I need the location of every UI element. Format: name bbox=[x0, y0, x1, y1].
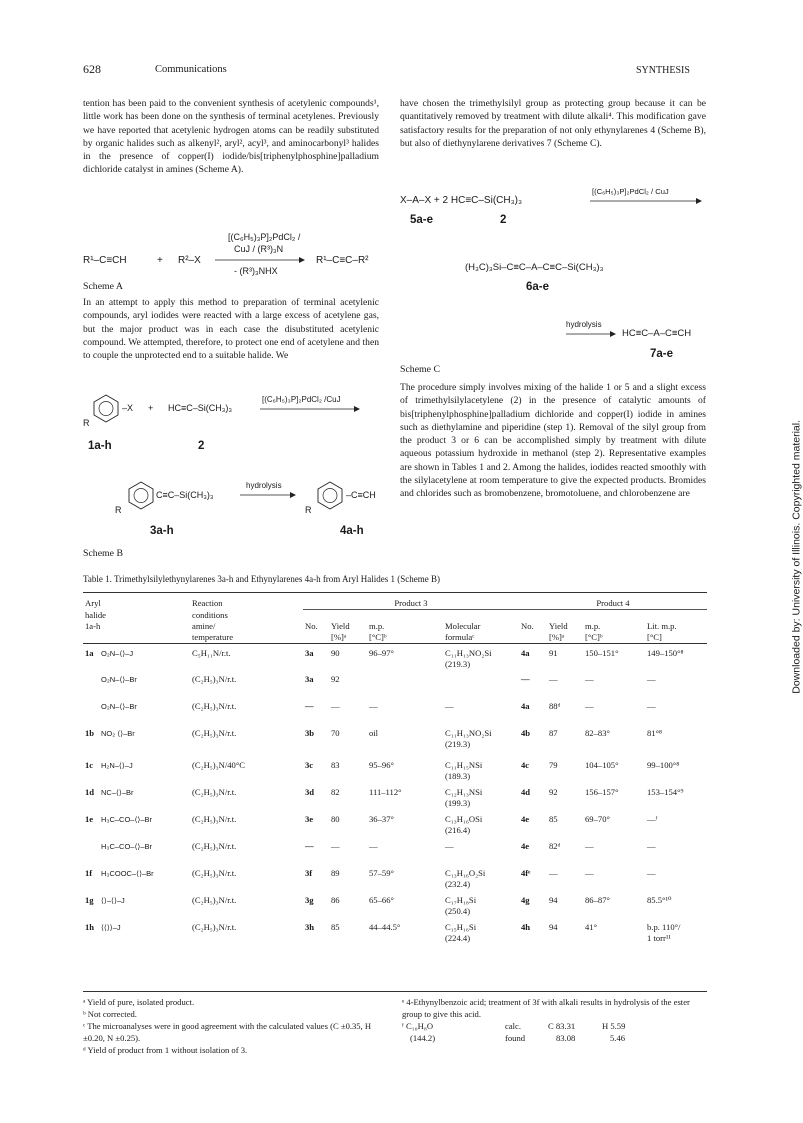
molecular-weight: (189.3) bbox=[445, 771, 471, 781]
footnote-f-c-found: 83.08 bbox=[556, 1033, 576, 1043]
product4-yield-cell: 92 bbox=[549, 787, 558, 797]
halide-structure: NO₂ ⟨⟩–Br bbox=[101, 729, 135, 738]
conditions-cell: C₅H₁₁N/r.t. bbox=[192, 647, 231, 658]
halide-structure: ⟨⟨⟩⟩–J bbox=[101, 923, 121, 932]
lit-mp-cell bbox=[645, 756, 707, 783]
scheme-a-reactant1: R¹–C≡CH bbox=[83, 255, 127, 266]
footnote-d: ᵈ Yield of product from 1 without isolation of 3. bbox=[83, 1045, 248, 1055]
product3-yield-cell: 82 bbox=[331, 787, 340, 797]
conditions-cell: (C₂H₅)₃N/r.t. bbox=[192, 922, 237, 932]
product3-mp-cell: 36–37° bbox=[369, 814, 394, 824]
product3-no-cell: 3d bbox=[305, 787, 315, 797]
aryl-halide-cell bbox=[83, 670, 190, 697]
formula: C₁₅H₁₆Si bbox=[445, 922, 477, 932]
scheme-b-hydrolysis: hydrolysis bbox=[246, 481, 282, 490]
table-row bbox=[83, 864, 707, 891]
scheme-b-r2: R bbox=[115, 505, 122, 515]
product3-yield-cell: 89 bbox=[331, 868, 340, 878]
product4-mp-cell: — bbox=[585, 701, 594, 711]
scheme-b-label-2: 2 bbox=[198, 440, 205, 452]
lit-mp: 85.5°¹⁰ bbox=[647, 895, 672, 905]
scheme-b-r1: R bbox=[83, 418, 90, 428]
product4-mp-cell: 82–83° bbox=[585, 728, 610, 738]
halide-structure: ⟨⟩–⟨⟩–J bbox=[101, 896, 125, 905]
product4-mp-cell: 156–157° bbox=[585, 787, 619, 797]
scheme-b-reagent: HC≡C–Si(CH₃)₃ bbox=[168, 403, 233, 413]
molecular-formula-cell bbox=[443, 918, 519, 945]
product3-yield-cell: 90 bbox=[331, 647, 340, 658]
table-row bbox=[83, 643, 707, 670]
halide-id: 1g bbox=[85, 895, 94, 905]
aryl-halide-cell bbox=[83, 864, 190, 891]
product3-mp-cell: 65–66° bbox=[369, 895, 394, 905]
right-column-para2 bbox=[400, 381, 706, 501]
lit-mp-cell bbox=[645, 810, 707, 837]
scheme-c-product: HC≡C–A–C≡CH bbox=[622, 328, 692, 339]
formula: — bbox=[445, 841, 454, 851]
halide-id: 1a bbox=[85, 647, 94, 658]
product4-no-cell: 4a bbox=[521, 701, 530, 711]
lit-mp: — bbox=[647, 841, 656, 851]
product4-mp-cell: 104–105° bbox=[585, 760, 619, 770]
halide-structure: H₂N–⟨⟩–J bbox=[101, 761, 133, 770]
product3-yield-cell: 80 bbox=[331, 814, 340, 824]
th-1ah: 1a-h bbox=[85, 620, 101, 631]
th-mp3: m.p. bbox=[369, 620, 385, 631]
product4-no-cell: 4h bbox=[521, 922, 531, 932]
scheme-b-arrow1 bbox=[260, 404, 360, 414]
left-paragraph-1: tention has been paid to the convenient synthesis of acetylenic compounds¹, little work has been done on the synthesis of terminal acetylenes. Previously we have reported that acetylenic hydrogen atoms can be readily substituted by organic halides such as alkenyl², aryl², acyl³, and aminocarbonyl³ halides in the presence of copper(I) iodide/bis[triphenylphosphine]palladium dichloride catalyst in amines (Scheme A). bbox=[83, 98, 379, 176]
lit-mp: — bbox=[647, 701, 656, 711]
product3-mp-cell: 96–97° bbox=[369, 647, 394, 658]
journal-name: SYNTHESIS bbox=[636, 65, 690, 76]
scheme-c-arrow1 bbox=[590, 196, 702, 206]
scheme-c-intermediate: (H₃C)₃Si–C≡C–A–C≡C–Si(CH₃)₃ bbox=[465, 262, 604, 273]
product4-mp-cell: — bbox=[585, 868, 594, 878]
product3-mp-cell: oil bbox=[369, 728, 379, 738]
aryl-halide-cell bbox=[83, 643, 190, 670]
table-row bbox=[83, 697, 707, 724]
right-column-para1 bbox=[400, 97, 706, 150]
table1-top-rule bbox=[83, 592, 707, 593]
molecular-formula-cell bbox=[443, 837, 519, 864]
scheme-b-halide-ring bbox=[90, 392, 122, 424]
scheme-b-label-3: 3a-h bbox=[150, 525, 174, 537]
formula: C₁₁H₁₃NO₂Si bbox=[445, 647, 492, 658]
scheme-b-cat: [(C₆H₅)₃P]₂PdCl₂ /CuJ bbox=[262, 395, 341, 404]
aryl-halide-cell bbox=[83, 783, 190, 810]
halide-id: 1b bbox=[85, 728, 95, 738]
product4-mp-cell: 69–70° bbox=[585, 814, 610, 824]
product3-no-cell: 3c bbox=[305, 760, 314, 770]
halide-id: 1c bbox=[85, 760, 94, 770]
product3-mp-cell: 44–44.5° bbox=[369, 922, 401, 932]
table-row bbox=[83, 756, 707, 783]
conditions-cell: (C₂H₅)₃N/r.t. bbox=[192, 728, 237, 738]
footnote-f-mw: (144.2) bbox=[410, 1033, 436, 1043]
scheme-c-reactants: X–A–X + 2 HC≡C–Si(CH₃)₃ bbox=[400, 195, 523, 206]
lit-mp: 153–154°⁹ bbox=[647, 787, 684, 797]
aryl-halide-cell bbox=[83, 918, 190, 945]
product4-no-cell: 4e bbox=[521, 814, 530, 824]
scheme-b-product3: C≡C–Si(CH₃)₃ bbox=[156, 490, 214, 500]
scheme-a-reactant2: R²–X bbox=[178, 255, 201, 266]
left-column-para1 bbox=[83, 97, 379, 177]
molecular-formula-cell bbox=[443, 891, 519, 918]
scheme-a-cat2: CuJ / (R³)₃N bbox=[234, 244, 284, 254]
footnote-f-h-found: 5.46 bbox=[610, 1033, 626, 1043]
lit-mp-cell bbox=[645, 891, 707, 918]
product4-yield-cell: 94 bbox=[549, 895, 558, 905]
table-row bbox=[83, 918, 707, 945]
product4-no-cell: 4c bbox=[521, 760, 530, 770]
th-product3: Product 3 bbox=[394, 598, 428, 608]
scheme-c-label-6: 6a-e bbox=[526, 281, 550, 293]
molecular-weight: (199.3) bbox=[445, 798, 471, 808]
scheme-b-product4-ring bbox=[314, 479, 346, 511]
scheme-a-cat1: [(C₆H₅)₃P]₂PdCl₂ / bbox=[228, 232, 301, 242]
molecular-weight: (232.4) bbox=[445, 879, 471, 889]
product4-yield-cell: 82ᵈ bbox=[549, 841, 561, 851]
halide-id: 1f bbox=[85, 868, 93, 878]
table1 bbox=[83, 598, 707, 945]
footnote-c: ᶜ The microanalyses were in good agreement with the calculated values (C ±0.35, H ±0.20, N ±0.25). bbox=[83, 1021, 372, 1043]
th-formula: formulaᶜ bbox=[445, 631, 475, 642]
aryl-halide-cell bbox=[83, 724, 190, 756]
halide-id: 1e bbox=[85, 814, 94, 824]
product4-no-cell: 4e bbox=[521, 841, 530, 851]
left-paragraph-2: In an attempt to apply this method to preparation of terminal acetylenic compounds, aryl iodides were reacted with a large excess of acetylene gas, but the major product was in each case the disubstituted acetylenic compound. We attempted, therefore, to protect one end of acetylene and then to couple the unprotected end to a suitable halide. We bbox=[83, 297, 379, 362]
molecular-formula-cell bbox=[443, 783, 519, 810]
th-aryl: Aryl bbox=[85, 598, 101, 608]
lit-mp-cell bbox=[645, 643, 707, 670]
product4-mp-cell: — bbox=[585, 841, 594, 851]
conditions-cell: (C₂H₅)₃N/r.t. bbox=[192, 841, 237, 851]
product3-no-cell: 3g bbox=[305, 895, 314, 905]
scheme-c-arrow2 bbox=[566, 329, 616, 339]
product3-yield-cell: — bbox=[331, 841, 340, 851]
product4-mp-cell: 41° bbox=[585, 922, 598, 932]
scheme-c-label-2: 2 bbox=[500, 214, 507, 226]
download-notice: Downloaded by: University of Illinois. Copyrighted material. bbox=[791, 420, 803, 694]
th-mp4: m.p. bbox=[585, 620, 601, 631]
product4-no-cell: 4b bbox=[521, 728, 531, 738]
right-paragraph-1: have chosen the trimethylsilyl group as protecting group because it can be quantitatively removed by treatment with dilute alkali⁴. This modification gave satisfactory results for the preparation of not only ethynylarenes 4 (Scheme B), but also of diethynylarene derivatives 7 (Scheme C). bbox=[400, 98, 706, 149]
product4-yield-cell: 87 bbox=[549, 728, 558, 738]
lit-mp-cell bbox=[645, 918, 707, 945]
product4-yield-cell: 85 bbox=[549, 814, 558, 824]
scheme-b-label-4: 4a-h bbox=[340, 525, 364, 537]
lit-mp: — bbox=[647, 674, 656, 684]
conditions-cell: (C₂H₅)₃N/r.t. bbox=[192, 868, 237, 878]
conditions-cell: (C₂H₅)₃N/r.t. bbox=[192, 895, 237, 905]
th-yield3-unit: [%]ᵃ bbox=[331, 631, 347, 642]
footnote-f-h-calc: H 5.59 bbox=[602, 1021, 626, 1031]
formula: C₁₇H₁₈Si bbox=[445, 895, 477, 905]
th-yield4: Yield bbox=[549, 620, 568, 631]
molecular-formula-cell bbox=[443, 643, 519, 670]
product3-yield-cell: 92 bbox=[331, 674, 340, 684]
scheme-b-product4: –C≡CH bbox=[346, 490, 376, 500]
molecular-formula-cell bbox=[443, 864, 519, 891]
footnote-f-calc: calc. bbox=[505, 1021, 521, 1031]
halide-structure: H₃C–CO–⟨⟩–Br bbox=[101, 842, 153, 851]
product3-no-cell: — bbox=[305, 701, 314, 711]
scheme-b-halide-x: –X bbox=[122, 403, 134, 413]
product4-no-cell: 4d bbox=[521, 787, 531, 797]
conditions-cell: (C₂H₅)₃N/r.t. bbox=[192, 787, 237, 797]
th-halide: halide bbox=[85, 609, 106, 620]
table-row bbox=[83, 891, 707, 918]
th-molecular: Molecular bbox=[445, 620, 481, 631]
formula: — bbox=[445, 701, 454, 711]
th-conditions: conditions bbox=[192, 609, 228, 620]
molecular-weight: (216.4) bbox=[445, 825, 471, 835]
product3-mp-cell: 95–96° bbox=[369, 760, 394, 770]
scheme-b-label-1: 1a-h bbox=[88, 440, 112, 452]
lit-mp: 149–150°⁸ bbox=[647, 647, 684, 658]
molecular-formula-cell bbox=[443, 670, 519, 697]
th-no3: No. bbox=[305, 620, 318, 631]
molecular-weight: (224.4) bbox=[445, 933, 471, 943]
footnote-f-formula: ᶠ C₁₀H₈O bbox=[402, 1021, 434, 1031]
footnote-a: ᵃ Yield of pure, isolated product. bbox=[83, 997, 195, 1007]
product3-yield-cell: 85 bbox=[331, 922, 340, 932]
left-column-para2 bbox=[83, 296, 379, 362]
lit-mp: b.p. 110°/ bbox=[647, 922, 681, 932]
lit-mp-cell bbox=[645, 837, 707, 864]
scheme-c-label: Scheme C bbox=[400, 364, 440, 375]
lit-mp-cell bbox=[645, 670, 707, 697]
aryl-halide-cell bbox=[83, 810, 190, 837]
product3-no-cell: 3a bbox=[305, 674, 314, 684]
molecular-formula-cell bbox=[443, 756, 519, 783]
product3-no-cell: 3e bbox=[305, 814, 314, 824]
footnote-b: ᵇ Not corrected. bbox=[83, 1009, 137, 1019]
th-yield4-unit: [%]ᵃ bbox=[549, 631, 565, 642]
molecular-formula-cell bbox=[443, 724, 519, 756]
scheme-c-label-7: 7a-e bbox=[650, 348, 674, 360]
product4-mp-cell: 150–151° bbox=[585, 647, 619, 658]
lit-mp-line2: 1 torr¹¹ bbox=[647, 933, 672, 943]
conditions-cell: (C₂H₅)₃N/r.t. bbox=[192, 814, 237, 824]
product3-yield-cell: — bbox=[331, 701, 340, 711]
lit-mp: — bbox=[647, 868, 656, 878]
halide-structure: O₂N–⟨⟩–Br bbox=[101, 702, 137, 711]
scheme-a-product: R¹–C≡C–R² bbox=[316, 255, 369, 266]
scheme-b-product3-ring bbox=[125, 479, 157, 511]
lit-mp-cell bbox=[645, 864, 707, 891]
product4-yield-cell: — bbox=[549, 868, 558, 878]
halide-id: 1h bbox=[85, 922, 95, 932]
product3-no-cell: 3b bbox=[305, 728, 315, 738]
halide-structure: H₃C–CO–⟨⟩–Br bbox=[101, 815, 153, 824]
product3-yield-cell: 70 bbox=[331, 728, 340, 738]
scheme-b-label: Scheme B bbox=[83, 548, 123, 559]
product4-mp-cell: 86–87° bbox=[585, 895, 610, 905]
table1-bottom-rule bbox=[83, 991, 707, 992]
lit-mp: —ᶠ bbox=[647, 814, 658, 824]
product4-yield-cell: — bbox=[549, 674, 558, 684]
halide-structure: O₂N–⟨⟩–J bbox=[101, 648, 134, 658]
product3-mp-cell: — bbox=[369, 701, 378, 711]
th-yield3: Yield bbox=[331, 620, 350, 631]
lit-mp-cell bbox=[645, 783, 707, 810]
th-reaction: Reaction bbox=[192, 598, 223, 608]
table1-header-row2 bbox=[83, 610, 707, 621]
aryl-halide-cell bbox=[83, 756, 190, 783]
scheme-a-plus: + bbox=[157, 255, 163, 266]
product3-no-cell: 3a bbox=[305, 647, 314, 658]
th-lit: Lit. m.p. bbox=[647, 620, 677, 631]
product4-no-cell: 4g bbox=[521, 895, 530, 905]
scheme-c-cat: [(C₆H₅)₃P]₂PdCl₂ / CuJ bbox=[592, 187, 669, 196]
table1-caption: Table 1. Trimethylsilylethynylarenes 3a-h and Ethynylarenes 4a-h from Aryl Halides 1 (Scheme B) bbox=[83, 574, 441, 584]
product3-yield-cell: 86 bbox=[331, 895, 340, 905]
molecular-weight: (219.3) bbox=[445, 739, 471, 749]
product3-mp-cell: — bbox=[369, 841, 378, 851]
halide-id: 1d bbox=[85, 787, 95, 797]
table-row bbox=[83, 670, 707, 697]
formula: C₁₃H₁₆OSi bbox=[445, 814, 483, 824]
footnote-e: ᵉ 4-Ethynylbenzoic acid; treatment of 3f with alkali results in hydrolysis of the ester group to give this acid. bbox=[402, 997, 690, 1019]
scheme-a-label: Scheme A bbox=[83, 281, 123, 292]
table-row bbox=[83, 810, 707, 837]
th-no4: No. bbox=[521, 620, 534, 631]
conditions-cell: (C₂H₅)₃N/r.t. bbox=[192, 701, 237, 711]
aryl-halide-cell bbox=[83, 837, 190, 864]
product3-no-cell: 3f bbox=[305, 868, 313, 878]
product3-no-cell: 3h bbox=[305, 922, 315, 932]
table-row bbox=[83, 837, 707, 864]
scheme-b-arrow2 bbox=[240, 490, 296, 500]
lit-mp: 81°⁸ bbox=[647, 728, 663, 738]
th-amine: amine/ bbox=[192, 620, 216, 631]
section-title: Communications bbox=[155, 64, 227, 75]
molecular-weight: (219.3) bbox=[445, 658, 471, 669]
product3-mp-cell: 57–59° bbox=[369, 868, 394, 878]
molecular-formula-cell bbox=[443, 810, 519, 837]
product4-yield-cell: 94 bbox=[549, 922, 558, 932]
halide-structure: O₂N–⟨⟩–Br bbox=[101, 675, 137, 684]
scheme-a-cat3: - (R³)₃NHX bbox=[234, 266, 278, 276]
th-temperature: temperature bbox=[192, 631, 234, 642]
conditions-cell: (C₂H₅)₃N/r.t. bbox=[192, 674, 237, 684]
aryl-halide-cell bbox=[83, 697, 190, 724]
lit-mp-cell bbox=[645, 724, 707, 756]
th-product4: Product 4 bbox=[596, 598, 630, 608]
aryl-halide-cell bbox=[83, 891, 190, 918]
scheme-b-plus: + bbox=[148, 403, 154, 413]
formula: C₁₃H₁₆O₂Si bbox=[445, 868, 486, 878]
product4-mp-cell: — bbox=[585, 674, 594, 684]
product3-mp-cell: 111–112° bbox=[369, 787, 402, 797]
product4-yield-cell: 88ᵈ bbox=[549, 701, 561, 711]
formula: C₁₂H₁₃NSi bbox=[445, 787, 483, 797]
molecular-formula-cell bbox=[443, 697, 519, 724]
product4-no-cell: 4fᵉ bbox=[521, 868, 531, 878]
formula: C₁₁H₁₃NO₂Si bbox=[445, 728, 492, 738]
table1-header-row4 bbox=[83, 632, 707, 644]
th-lit-unit: [°C] bbox=[647, 631, 662, 642]
conditions-cell: (C₂H₅)₃N/40°C bbox=[192, 760, 246, 770]
scheme-a-arrow bbox=[215, 255, 305, 265]
halide-structure: NC–⟨⟩–Br bbox=[101, 788, 134, 797]
table1-header-row1 bbox=[83, 598, 707, 610]
lit-mp: 99–100°⁸ bbox=[647, 760, 680, 770]
scheme-c-hydrolysis: hydrolysis bbox=[566, 320, 602, 329]
lit-mp-cell bbox=[645, 697, 707, 724]
footnote-f-found: found bbox=[505, 1033, 526, 1043]
table-row bbox=[83, 724, 707, 756]
th-mp4-unit: [°C]ᵇ bbox=[585, 631, 603, 642]
molecular-weight: (250.4) bbox=[445, 906, 471, 916]
product4-yield-cell: 91 bbox=[549, 647, 558, 658]
scheme-c-label-5: 5a-e bbox=[410, 214, 434, 226]
scheme-b-r3: R bbox=[305, 505, 312, 515]
page-number: 628 bbox=[83, 62, 101, 76]
product4-no-cell: 4a bbox=[521, 647, 530, 658]
formula: C₁₁H₁₅NSi bbox=[445, 760, 483, 770]
product3-yield-cell: 83 bbox=[331, 760, 340, 770]
product3-no-cell: — bbox=[305, 841, 314, 851]
halide-structure: H₃COOC–⟨⟩–Br bbox=[101, 869, 154, 878]
product4-no-cell: — bbox=[521, 674, 530, 684]
product4-yield-cell: 79 bbox=[549, 760, 558, 770]
table-row bbox=[83, 783, 707, 810]
product3-mp-cell bbox=[367, 670, 443, 697]
right-paragraph-2: The procedure simply involves mixing of the halide 1 or 5 and a slight excess of trimethylsilylacetylene (2) in the presence of catalytic amounts of bis[triphenylphosphine]palladium dichloride and copper(I) iodide in amines such as diethylamine and piperidine (step 1). Removal of the silyl group from the product 3 or 6 can be accomplished simply by treatment with dilute aqueous potassium hydroxide in methanol (step 2). Representative examples are shown in Tables 1 and 2. Among the halides, iodides reacted smoothly with the silylacetylene at room temperature to give the expected products. Bromides and chlorides such as bromobenzene, bromotoluene, and chlorobenzene are bbox=[400, 382, 706, 500]
th-mp3-unit: [°C]ᵇ bbox=[369, 631, 387, 642]
table1-header-row3 bbox=[83, 621, 707, 632]
footnote-f-c-calc: C 83.31 bbox=[548, 1021, 576, 1031]
